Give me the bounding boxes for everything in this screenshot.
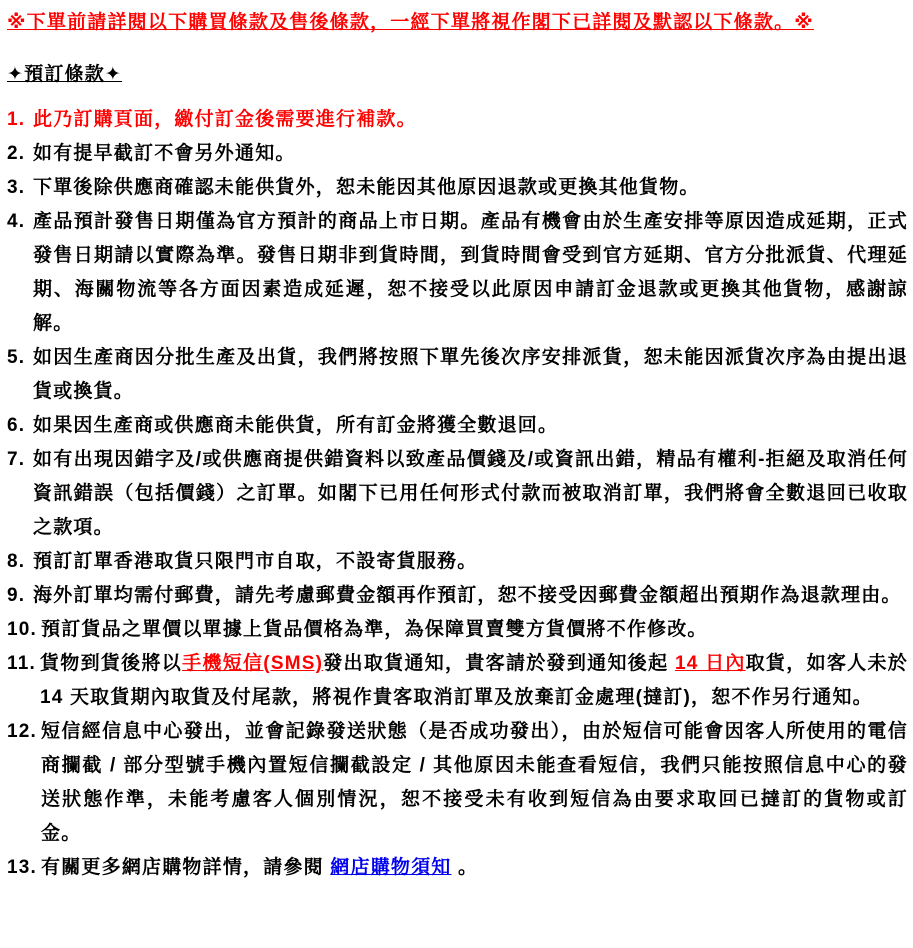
term-item <box>7 715 908 851</box>
term-number: 8. <box>7 551 26 572</box>
term-text-segment: 如果因生產商或供應商未能供貨，所有訂金將獲全數退回。 <box>33 415 559 436</box>
term-item <box>7 579 908 613</box>
term-number: 10. <box>7 619 38 640</box>
term-number: 12. <box>7 721 38 742</box>
shop-guide-link[interactable]: 網店購物須知 <box>330 857 452 878</box>
term-text-segment: 預訂訂單香港取貨只限門市自取，不設寄貨服務。 <box>33 551 478 572</box>
term-number: 1. <box>7 109 26 130</box>
term-number: 5. <box>7 347 26 368</box>
term-text-segment: 如有提早截訂不會另外通知。 <box>33 143 296 164</box>
term-item <box>7 171 908 205</box>
sms-notice-highlight: 手機短信(SMS) <box>182 653 324 674</box>
term-text-segment: 此乃訂購頁面，繳付訂金後需要進行補款。 <box>33 109 417 130</box>
term-text-segment: 如有出現因錯字及/或供應商提供錯資料以致產品價錢及/或資訊出錯，精品有權利-拒絕及取消任何資訊錯誤（包括價錢）之訂單。如閣下已用任何形式付款而被取消訂單，我們將會全數退回已收取之款項。 <box>33 449 908 538</box>
section-title-preorder-terms: ✦預訂條款✦ <box>7 64 123 85</box>
term-text-segment: 。 <box>451 857 479 878</box>
term-text-segment: 海外訂單均需付郵費，請先考慮郵費金額再作預訂，恕不接受因郵費金額超出預期作為退款理由。 <box>33 585 902 606</box>
term-text <box>33 579 908 613</box>
term-item <box>7 409 908 443</box>
term-item <box>7 613 908 647</box>
term-number: 4. <box>7 211 26 232</box>
purchase-notice-title: ※下單前請詳閱以下購買條款及售後條款，一經下單將視作閣下已詳閱及默認以下條款。※ <box>7 12 814 33</box>
term-number: 6. <box>7 415 26 436</box>
term-item <box>7 545 908 579</box>
term-text-segment: 短信經信息中心發出，並會記錄發送狀態（是否成功發出），由於短信可能會因客人所使用的電信商攔截 / 部分型號手機內置短信攔截設定 / 其他原因未能查看短信，我們只能按照信息中心的發送狀態作準，未能考慮客人個別情況，恕不接受未有收到短信為由要求取回已撻訂的貨物或訂金。 <box>41 721 908 844</box>
term-number: 13. <box>7 857 38 878</box>
term-text <box>33 137 908 171</box>
terms-list <box>7 103 908 885</box>
term-text <box>33 443 908 545</box>
term-item <box>7 341 908 409</box>
term-item <box>7 103 908 137</box>
term-number: 7. <box>7 449 26 470</box>
term-item <box>7 205 908 341</box>
term-text <box>33 205 908 341</box>
term-text <box>41 613 908 647</box>
term-number: 9. <box>7 585 26 606</box>
term-text-segment: 預訂貨品之單價以單據上貨品價格為準，為保障買賣雙方貨價將不作修改。 <box>41 619 708 640</box>
term-number: 11. <box>7 653 36 674</box>
term-text-segment: 有關更多網店購物詳情，請參閱 <box>41 857 331 878</box>
term-item <box>7 851 908 885</box>
term-text <box>40 647 908 715</box>
term-text-segment: 如因生產商因分批生產及出貨，我們將按照下單先後次序安排派貨，恕未能因派貨次序為由提出退貨或換貨。 <box>33 347 908 402</box>
pickup-deadline-highlight: 14 日內 <box>674 653 746 674</box>
term-text <box>41 715 908 851</box>
term-item <box>7 647 908 715</box>
term-text-segment: 下單後除供應商確認未能供貨外，恕未能因其他原因退款或更換其他貨物。 <box>33 177 700 198</box>
term-text <box>33 545 908 579</box>
term-text <box>41 851 908 885</box>
term-text-segment: 貨物到貨後將以 <box>39 653 183 674</box>
term-text <box>33 409 908 443</box>
term-text-segment: 產品預計發售日期僅為官方預計的商品上市日期。產品有機會由於生產安排等原因造成延期，正式發售日期請以實際為準。發售日期非到貨時間，到貨時間會受到官方延期、官方分批派貨、代理延期、海關物流等各方面因素造成延遲，恕不接受以此原因申請訂金退款或更換其他貨物，感謝諒解。 <box>33 211 908 334</box>
term-number: 2. <box>7 143 26 164</box>
term-text-segment: 發出取貨通知，貴客請於發到通知後起 <box>323 653 675 674</box>
term-text <box>33 341 908 409</box>
term-text-segment: 取貨，如客人未於 14 天取貨期內取貨及付尾款，將視作貴客取消訂單及放棄訂金處理(撻訂)，恕不作另行通知。 <box>39 653 908 708</box>
term-text <box>33 103 908 137</box>
term-number: 3. <box>7 177 26 198</box>
term-item <box>7 443 908 545</box>
term-text <box>33 171 908 205</box>
term-item <box>7 137 908 171</box>
